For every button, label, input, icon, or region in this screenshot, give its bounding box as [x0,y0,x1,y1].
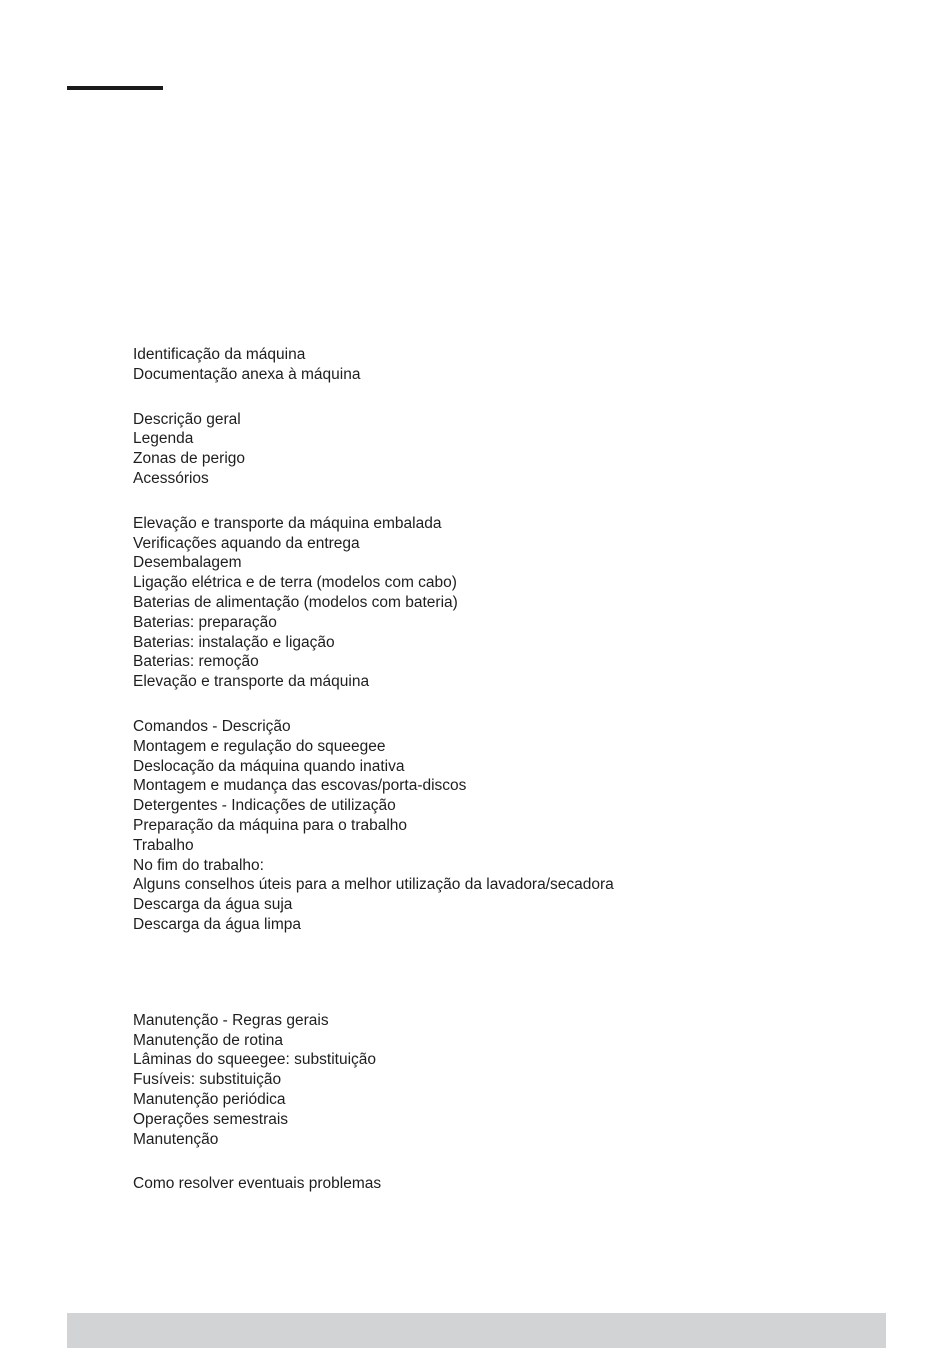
toc-item[interactable]: Documentação anexa à máquina [133,365,361,383]
toc-item[interactable]: Identificação da máquina [133,346,306,363]
toc-item[interactable]: Baterias: remoção [133,653,259,671]
toc-item[interactable]: Detergentes - Indicações de utilização [133,797,396,815]
toc-item[interactable]: Como resolver eventuais problemas [133,1175,382,1193]
toc-item[interactable]: Zonas de perigo [133,450,246,468]
toc-item[interactable]: Verificações aquando da entrega [133,534,360,552]
toc-item[interactable]: Manutenção de rotina [133,1031,283,1049]
toc-item[interactable]: Operações semestrais [133,1110,289,1128]
toc-item[interactable]: Baterias de alimentação (modelos com bateria) [133,593,458,611]
toc-item[interactable]: Baterias: instalação e ligação [133,633,335,651]
toc-item[interactable]: No fim do trabalho: [133,856,264,874]
toc-item[interactable]: Montagem e regulação do squeegee [133,737,386,755]
toc-item[interactable]: Comandos - Descrição [133,717,291,735]
toc-item[interactable]: Preparação da máquina para o trabalho [133,816,408,834]
toc-item[interactable]: Deslocação da máquina quando inativa [133,757,405,775]
toc-item[interactable]: Baterias: preparação [133,613,277,631]
footer-bar [67,1313,886,1348]
toc-group-troubleshooting [133,1174,893,1194]
toc-item[interactable]: Descarga da água limpa [133,915,302,933]
toc-item[interactable]: Manutenção [133,1130,219,1148]
toc-item[interactable]: Fusíveis: substituição [133,1071,282,1089]
toc-item[interactable]: Manutenção periódica [133,1090,286,1108]
toc-item[interactable]: Legenda [133,430,194,448]
toc-item[interactable]: Manutenção - Regras gerais [133,1011,329,1029]
toc-item[interactable]: Montagem e mudança das escovas/porta-discos [133,777,467,795]
toc-item[interactable]: Elevação e transporte da máquina embalada [133,514,442,532]
table-of-contents [133,345,893,1194]
toc-group-installation [133,514,893,692]
toc-item[interactable]: Descrição geral [133,410,241,428]
toc-item[interactable]: Descarga da água suja [133,896,293,914]
toc-item[interactable]: Alguns conselhos úteis para a melhor utilização da lavadora/secadora [133,876,614,894]
toc-item[interactable]: Trabalho [133,836,194,854]
toc-group-maintenance [133,1011,893,1150]
toc-item[interactable]: Elevação e transporte da máquina [133,673,370,691]
header-rule [67,86,163,90]
toc-item[interactable]: Acessórios [133,469,209,487]
toc-group-identification [133,345,893,385]
toc-item[interactable]: Lâminas do squeegee: substituição [133,1051,376,1069]
toc-item[interactable]: Ligação elétrica e de terra (modelos com cabo) [133,574,457,592]
toc-item[interactable]: Desembalagem [133,554,242,572]
toc-group-description [133,410,893,489]
toc-group-use [133,717,893,935]
